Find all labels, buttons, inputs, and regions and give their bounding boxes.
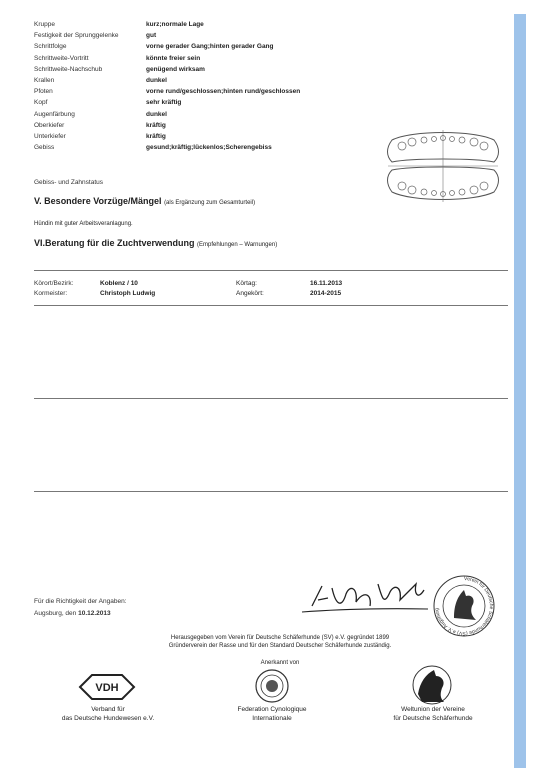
section-5-note: (als Ergänzung zum Gesamturteil) — [164, 200, 256, 206]
richtigkeit-label: Für die Richtigkeit der Angaben: — [34, 598, 127, 605]
trait-value: gut — [146, 32, 157, 40]
trait-value: dunkel — [146, 110, 167, 118]
wusv-caption — [358, 705, 508, 723]
svg-text:Verein für Deutsche Schäferhun: Verein für Deutsche Schäferhunde (SV) e.V. Augsburg — [434, 575, 494, 637]
trait-label: Schrittweite-Nachschub — [34, 65, 103, 73]
angekoert-label: Angekört: — [236, 290, 264, 297]
section-5-heading — [34, 196, 255, 206]
signature — [298, 576, 448, 620]
trait-value: kurz;normale Lage — [146, 21, 204, 28]
fci-caption — [202, 705, 342, 723]
publisher-text — [120, 634, 440, 650]
anerkannt-label: Anerkannt von — [260, 660, 300, 666]
blue-margin-bar — [514, 14, 526, 768]
trait-label: Schrittweite-Vortritt — [34, 54, 89, 62]
section-5-title: V. Besondere Vorzüge/Mängel — [34, 196, 162, 206]
section-6-title: VI.Beratung für die Zuchtverwendung — [34, 238, 195, 248]
wusv-caption-line-2: für Deutsche Schäferhunde — [393, 715, 473, 722]
teeth-diagram — [382, 126, 504, 208]
issue-date: 10.12.2013 — [78, 610, 111, 617]
divider — [34, 491, 508, 492]
trait-value: kräftig — [146, 121, 166, 129]
trait-label: Gebiss — [34, 144, 55, 152]
divider — [34, 398, 508, 399]
sv-stamp — [432, 574, 496, 638]
trait-label: Unterkiefer — [34, 133, 66, 140]
trait-label: Kruppe — [34, 21, 55, 28]
angekoert-value: 2014-2015 — [310, 290, 342, 297]
place-date — [34, 609, 111, 618]
trait-value: vorne rund/geschlossen;hinten rund/geschlossen — [146, 88, 301, 96]
koertag-value: 16.11.2013 — [310, 280, 343, 287]
trait-value: sehr kräftig — [146, 99, 182, 107]
fci-caption-line-1: Federation Cynologique — [237, 706, 307, 713]
trait-label: Augenfärbung — [34, 110, 75, 118]
koerort-value: Koblenz / 10 — [100, 280, 138, 287]
vdh-caption — [38, 705, 178, 723]
fci-caption-line-2: Internationale — [252, 715, 292, 722]
trait-label: Kopf — [34, 99, 48, 107]
trait-label: Pfoten — [34, 88, 53, 96]
koermeister-value: Christoph Ludwig — [100, 290, 156, 297]
trait-value: genügend wirksam — [146, 65, 205, 73]
trait-label: Krallen — [34, 77, 55, 84]
wusv-logo — [410, 664, 454, 706]
trait-value: kräftig — [146, 133, 166, 140]
vdh-caption-line-1: Verband für — [91, 706, 125, 713]
trait-label: Festigkeit der Sprunggelenke — [34, 32, 119, 40]
koermeister-label: Kormeister: — [34, 290, 68, 297]
publisher-line-2: Gründerverein der Rasse und für den Standard Deutscher Schäferhunde zuständig. — [168, 643, 392, 649]
section-5-text: Hündin mit guter Arbeitsveranlagung. — [34, 221, 133, 227]
trait-label: Oberkiefer — [34, 121, 65, 129]
svg-text:VDH: VDH — [95, 682, 119, 694]
koerort-label: Körort/Bezirk: — [34, 280, 74, 287]
koertag-label: Körtag: — [236, 280, 257, 287]
wusv-caption-line-1: Weltunion der Vereine — [401, 706, 465, 713]
trait-label: Schrittfolge — [34, 43, 67, 51]
place-date-prefix: Augsburg, den — [34, 610, 77, 617]
section-6-heading — [34, 238, 277, 248]
divider — [34, 305, 508, 306]
publisher-line-1: Herausgegeben vom Verein für Deutsche Schäferhunde (SV) e.V. gegründet 1899 — [170, 635, 390, 641]
vdh-logo — [78, 672, 136, 702]
trait-value: gesund;kräftig;lückenlos;Scherengebiss — [146, 144, 272, 152]
vdh-caption-line-2: das Deutsche Hundewesen e.V. — [61, 715, 155, 722]
teeth-status-label: Gebiss- und Zahnstatus — [34, 179, 104, 186]
divider — [34, 270, 508, 271]
fci-logo — [254, 668, 290, 704]
trait-value: vorne gerader Gang;hinten gerader Gang — [146, 43, 274, 51]
trait-value: dunkel — [146, 77, 167, 84]
section-6-note: (Empfehlungen – Warnungen) — [197, 242, 278, 248]
trait-value: könnte freier sein — [146, 54, 201, 62]
